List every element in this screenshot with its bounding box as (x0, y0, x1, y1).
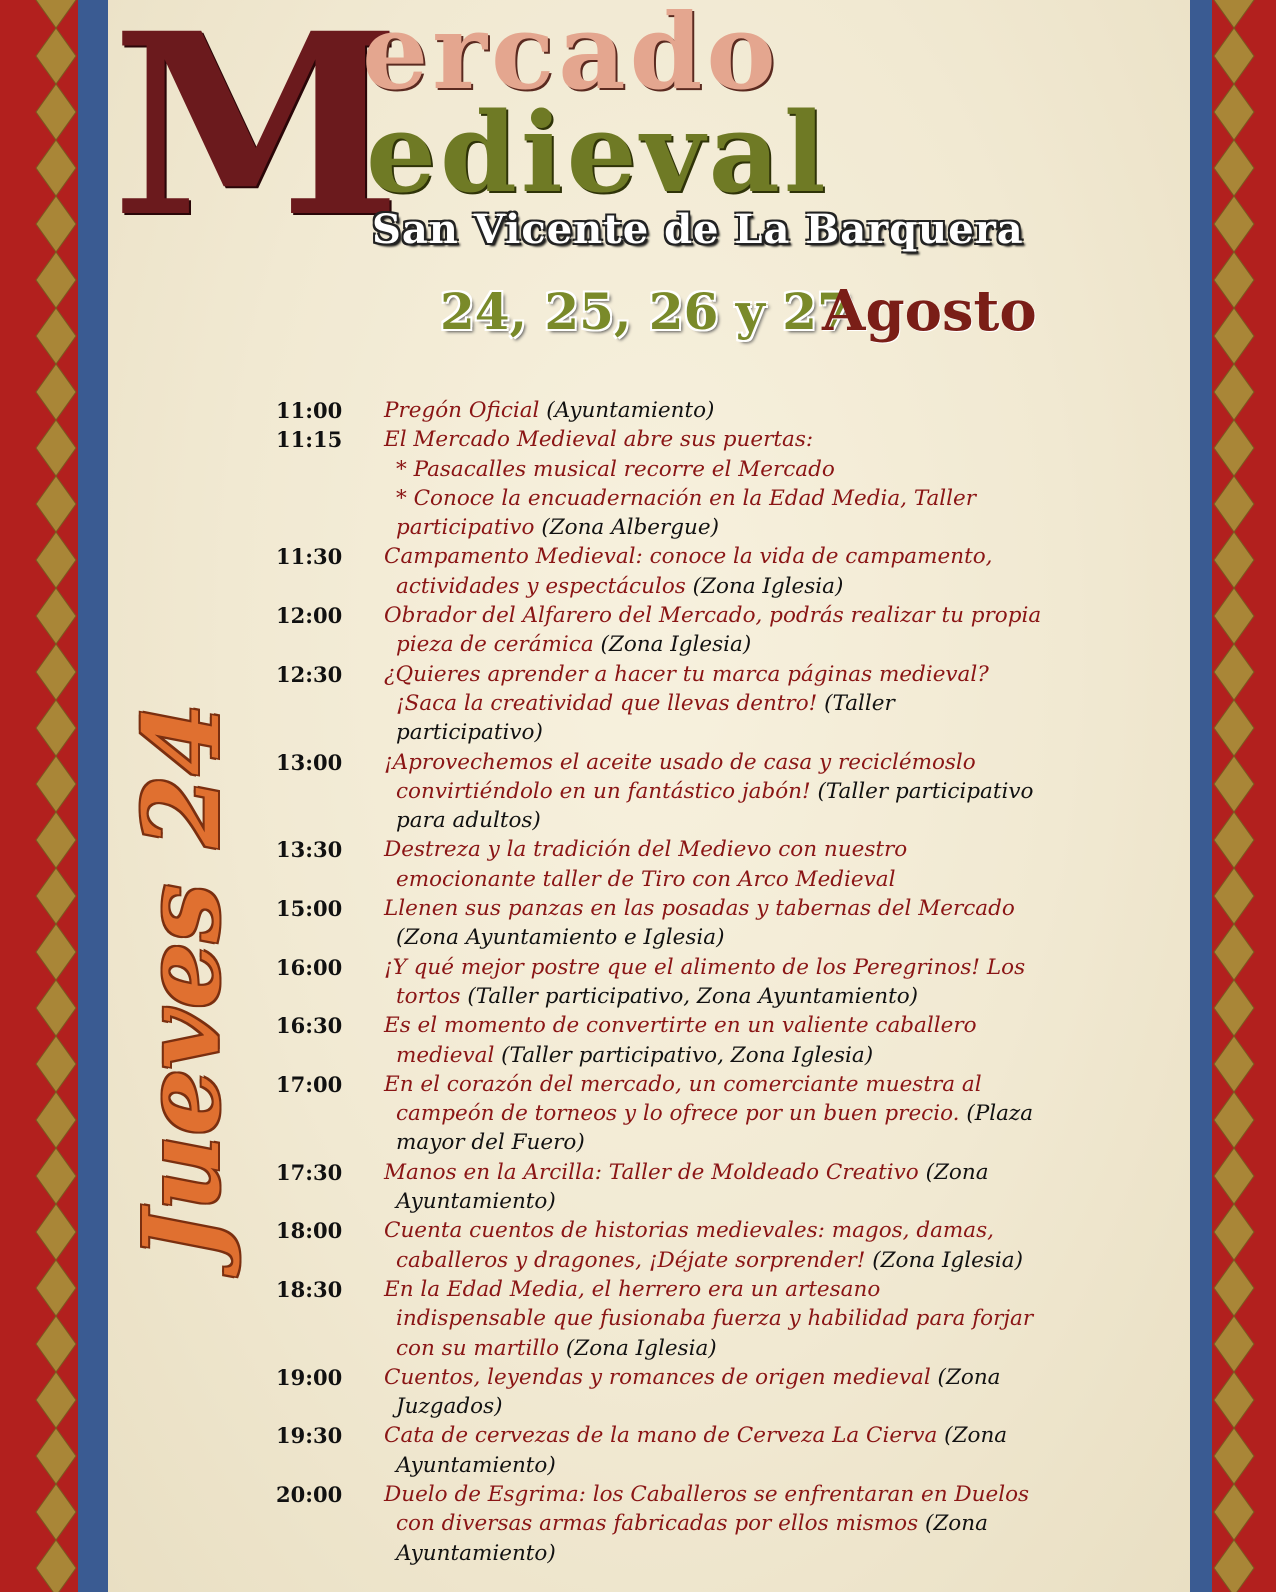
activity-location: (Taller (817, 690, 895, 716)
description-line (384, 894, 1166, 923)
activity-location: (Zona (930, 1364, 1001, 1390)
schedule-time: 15:00 (276, 896, 343, 922)
description-line (384, 1216, 1166, 1245)
border-band (1256, 0, 1276, 1592)
event-month: Agosto (822, 278, 1037, 344)
schedule-list (276, 396, 1166, 1568)
schedule-time: 18:30 (276, 1276, 343, 1302)
description-line (384, 1158, 1166, 1187)
activity-text: con su martillo (396, 1335, 560, 1361)
schedule-time: 13:30 (276, 837, 343, 863)
schedule-time: 16:00 (276, 954, 343, 980)
border-band (0, 0, 34, 1592)
schedule-description (384, 1363, 1166, 1422)
description-line (384, 1187, 1166, 1216)
description-line (384, 513, 1166, 542)
description-line (384, 1099, 1166, 1128)
title-word-ercado: ercado (362, 0, 780, 113)
schedule-description (384, 1421, 1166, 1480)
description-line (384, 396, 1166, 425)
schedule-time: 11:00 (276, 398, 343, 423)
activity-text: ¡Y qué mejor postre que el alimento de los Peregrinos! Los (384, 954, 1026, 980)
activity-location: para adultos) (396, 808, 541, 834)
description-line (384, 630, 1166, 659)
schedule-description (384, 1275, 1166, 1363)
activity-text: tortos (396, 983, 461, 1009)
description-line (384, 601, 1166, 630)
schedule-row (276, 1421, 1166, 1480)
border-band (1190, 0, 1212, 1592)
activity-text: Cuentos, leyendas y romances de origen medieval (384, 1364, 931, 1390)
activity-location: (Taller participativo, Zona Iglesia) (494, 1042, 874, 1068)
description-line (384, 1334, 1166, 1363)
activity-text: Cata de cervezas de la mano de Cerveza La Cierva (384, 1423, 938, 1449)
activity-location: (Zona (918, 1159, 989, 1185)
schedule-row (276, 425, 1166, 542)
schedule-row (276, 601, 1166, 660)
border-band (78, 0, 108, 1592)
description-line (384, 1451, 1166, 1480)
description-line (384, 865, 1166, 894)
schedule-description (384, 748, 1166, 836)
activity-text: * Conoce la encuadernación en la Edad Media, Taller (396, 485, 977, 511)
schedule-description (384, 1011, 1166, 1070)
activity-text: indispensable que fusionaba fuerza y habilidad para forjar (396, 1306, 1034, 1332)
activity-text: Campamento Medieval: conoce la vida de campamento, (384, 544, 993, 570)
activity-text: participativo (396, 515, 535, 541)
description-line (384, 1041, 1166, 1070)
description-line (384, 1275, 1166, 1304)
activity-text: ¡Saca la creatividad que llevas dentro! (396, 690, 818, 716)
schedule-row (276, 396, 1166, 425)
activity-location: (Zona (918, 1511, 988, 1537)
description-line (384, 455, 1166, 484)
schedule-time: 16:30 (276, 1013, 343, 1039)
schedule-time: 17:00 (276, 1071, 343, 1097)
activity-location: mayor del Fuero) (396, 1130, 585, 1156)
activity-location: Juzgados) (396, 1394, 503, 1420)
description-line (384, 748, 1166, 777)
left-decorative-border (0, 0, 108, 1592)
activity-text: con diversas armas fabricadas por ellos mismos (396, 1511, 919, 1537)
description-line (384, 953, 1166, 982)
schedule-time: 17:30 (276, 1159, 343, 1185)
description-line (384, 660, 1166, 689)
description-line (384, 425, 1166, 454)
activity-location: (Taller participativo, Zona Ayuntamiento) (460, 983, 919, 1009)
activity-text: ¡Aprovechemos el aceite usado de casa y reciclémoslo (384, 749, 976, 775)
description-line (384, 1480, 1166, 1509)
schedule-description (384, 601, 1166, 660)
description-line (384, 982, 1166, 1011)
activity-text: Manos en la Arcilla: Taller de Moldeado Creativo (384, 1159, 919, 1185)
schedule-description (384, 894, 1166, 953)
activity-location: (Zona (937, 1423, 1008, 1449)
activity-text: caballeros y dragones, ¡Déjate sorprender! (396, 1247, 866, 1273)
schedule-description (384, 1216, 1166, 1275)
description-line (384, 718, 1166, 747)
schedule-row (276, 1480, 1166, 1568)
schedule-row (276, 542, 1166, 601)
activity-location: (Plaza (959, 1101, 1034, 1127)
schedule-description (384, 953, 1166, 1012)
activity-text: campeón de torneos y lo ofrece por un buen precio. (396, 1101, 960, 1127)
schedule-time: 11:30 (276, 544, 343, 570)
activity-text: Pregón Oficial (384, 398, 540, 423)
activity-text: * Pasacalles musical recorre el Mercado (396, 456, 835, 482)
activity-text: Llenen sus panzas en las posadas y tabernas del Mercado (384, 896, 1015, 922)
schedule-row (276, 1363, 1166, 1422)
schedule-row (276, 1216, 1166, 1275)
activity-location: (Zona Ayuntamiento e Iglesia) (396, 925, 725, 951)
schedule-row (276, 1070, 1166, 1158)
description-line (384, 689, 1166, 718)
schedule-time: 12:00 (276, 603, 343, 629)
activity-location: Ayuntamiento) (396, 1452, 556, 1478)
activity-text: Obrador del Alfarero del Mercado, podrás realizar tu propia (384, 603, 1042, 629)
schedule-description (384, 542, 1166, 601)
activity-text: Cuenta cuentos de historias medievales: magos, damas, (384, 1218, 994, 1244)
right-decorative-border (1190, 0, 1276, 1592)
description-line (384, 835, 1166, 864)
schedule-row (276, 1275, 1166, 1363)
schedule-description (384, 1480, 1166, 1568)
title-initial-m: M (111, 0, 396, 272)
activity-location: participativo) (396, 720, 543, 746)
schedule-row (276, 894, 1166, 953)
description-line (384, 1539, 1166, 1568)
schedule-time: 18:00 (276, 1218, 343, 1244)
schedule-time: 12:30 (276, 661, 343, 687)
activity-location: (Zona Iglesia) (865, 1247, 1023, 1273)
activity-text: convirtiéndolo en un fantástico jabón! (396, 778, 811, 804)
description-line (384, 1363, 1166, 1392)
activity-text: Duelo de Esgrima: los Caballeros se enfrentaran en Duelos (384, 1481, 1030, 1507)
activity-location: (Zona Iglesia) (593, 632, 752, 658)
schedule-row (276, 748, 1166, 836)
description-line (384, 1128, 1166, 1157)
description-line (384, 923, 1166, 952)
activity-location: (Taller participativo (810, 778, 1034, 804)
event-days: 24, 25, 26 y 27 (440, 282, 852, 341)
description-line (384, 806, 1166, 835)
title-word-edieval: edieval (366, 88, 830, 217)
schedule-description (384, 1070, 1166, 1158)
schedule-time: 19:30 (276, 1423, 343, 1449)
activity-text: El Mercado Medieval abre sus puertas: (384, 427, 814, 453)
left-border-pattern (0, 0, 108, 1592)
schedule-description (384, 660, 1166, 748)
schedule-row (276, 1011, 1166, 1070)
activity-text: ¿Quieres aprender a hacer tu marca páginas medieval? (384, 661, 989, 687)
activity-text: En el corazón del mercado, un comerciante muestra al (384, 1071, 982, 1097)
schedule-row (276, 953, 1166, 1012)
description-line (384, 1304, 1166, 1333)
activity-location: (Zona Iglesia) (559, 1335, 717, 1361)
activity-text: Es el momento de convertirte en un valiente caballero (384, 1013, 977, 1039)
schedule-row (276, 835, 1166, 894)
day-label-vertical: Jueves 24 (120, 702, 243, 1260)
description-line (384, 484, 1166, 513)
description-line (384, 542, 1166, 571)
activity-text: actividades y espectáculos (396, 573, 686, 599)
schedule-description (384, 1158, 1166, 1217)
schedule-description (384, 396, 1166, 425)
schedule-row (276, 660, 1166, 748)
activity-location: (Zona Albergue) (534, 515, 719, 541)
description-line (384, 1392, 1166, 1421)
activity-text: medieval (396, 1042, 495, 1068)
activity-text: En la Edad Media, el herrero era un artesano (384, 1276, 881, 1302)
schedule-time: 20:00 (276, 1481, 343, 1507)
right-border-pattern (1190, 0, 1276, 1592)
description-line (384, 1011, 1166, 1040)
schedule-time: 13:00 (276, 749, 343, 775)
activity-location: Ayuntamiento) (396, 1189, 556, 1215)
schedule-time: 19:00 (276, 1364, 343, 1390)
schedule-time: 11:15 (276, 427, 343, 453)
description-line (384, 572, 1166, 601)
activity-text: emocionante taller de Tiro con Arco Medieval (396, 866, 896, 892)
schedule-description (384, 835, 1166, 894)
activity-location: Ayuntamiento) (396, 1540, 556, 1566)
activity-text: Destreza y la tradición del Medievo con nuestro (384, 837, 908, 863)
activity-location: (Ayuntamiento) (539, 398, 715, 423)
location-subtitle: San Vicente de La Barquera (372, 206, 1024, 253)
description-line (384, 777, 1166, 806)
schedule-row (276, 1158, 1166, 1217)
description-line (384, 1246, 1166, 1275)
activity-location: (Zona Iglesia) (685, 573, 844, 599)
description-line (384, 1509, 1166, 1538)
description-line (384, 1421, 1166, 1450)
description-line (384, 1070, 1166, 1099)
schedule-description (384, 425, 1166, 542)
activity-text: pieza de cerámica (396, 632, 594, 658)
